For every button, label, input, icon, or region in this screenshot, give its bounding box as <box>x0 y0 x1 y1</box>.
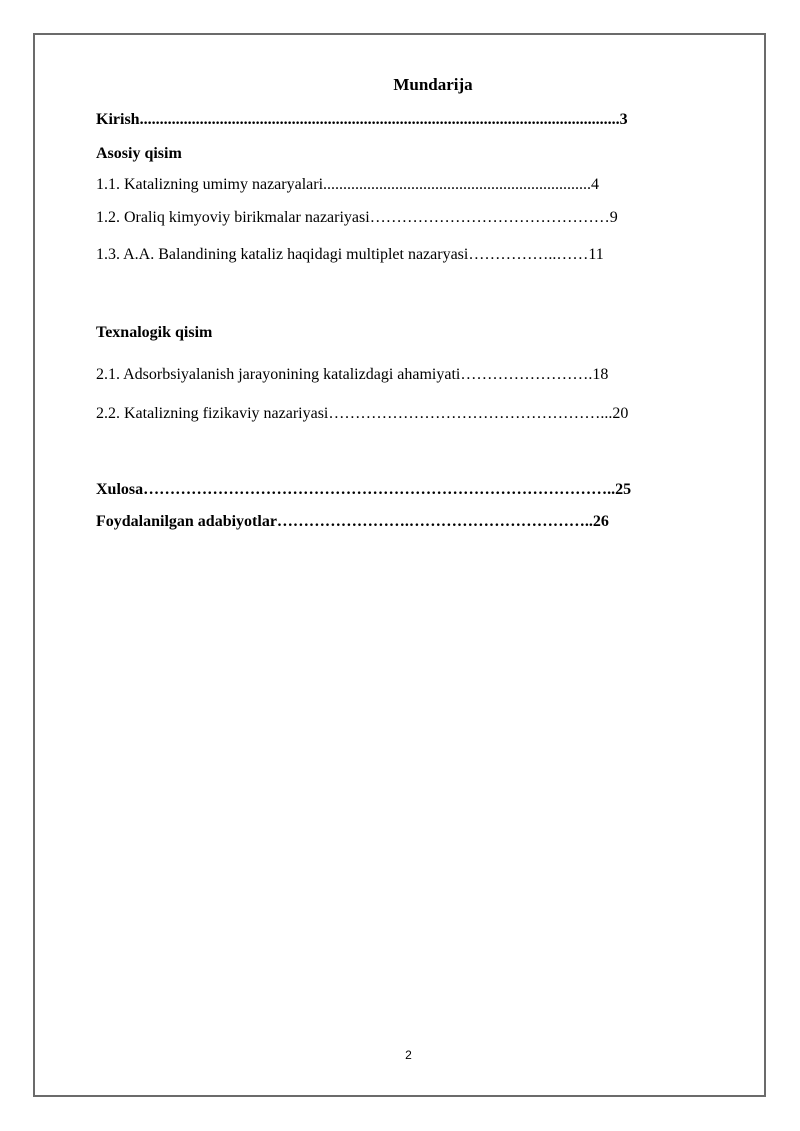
toc-entry-2-1: 2.1. Adsorbsiyalanish jarayonining katalizdagi ahamiyati…………………….18 <box>96 366 609 383</box>
toc-section-texnalogik-qisim: Texnalogik qisim <box>96 324 213 341</box>
toc-entry-1-3: 1.3. A.A. Balandining kataliz haqidagi multiplet nazaryasi……………..……11 <box>96 246 604 263</box>
toc-title: Mundarija <box>393 75 473 94</box>
toc-entry-kirish: Kirish........................................................................................................................3 <box>96 111 628 128</box>
toc-section-asosiy-qisim: Asosiy qisim <box>96 145 182 162</box>
toc-entry-1-2: 1.2. Oraliq kimyoviy birikmalar nazariyasi………………………………………9 <box>96 209 618 226</box>
toc-entry-xulosa: Xulosa……………………………………………………………………………..25 <box>96 481 632 498</box>
page-number: 2 <box>405 1048 412 1062</box>
toc-entry-1-1: 1.1. Katalizning umimy nazaryalari...................................................................4 <box>96 176 600 193</box>
toc-entry-foydalanilgan-adabiyotlar: Foydalanilgan adabiyotlar…………………….……………………………..26 <box>96 513 609 530</box>
toc-entry-2-2: 2.2. Katalizning fizikaviy nazariyasi……………………………………………...20 <box>96 405 629 422</box>
